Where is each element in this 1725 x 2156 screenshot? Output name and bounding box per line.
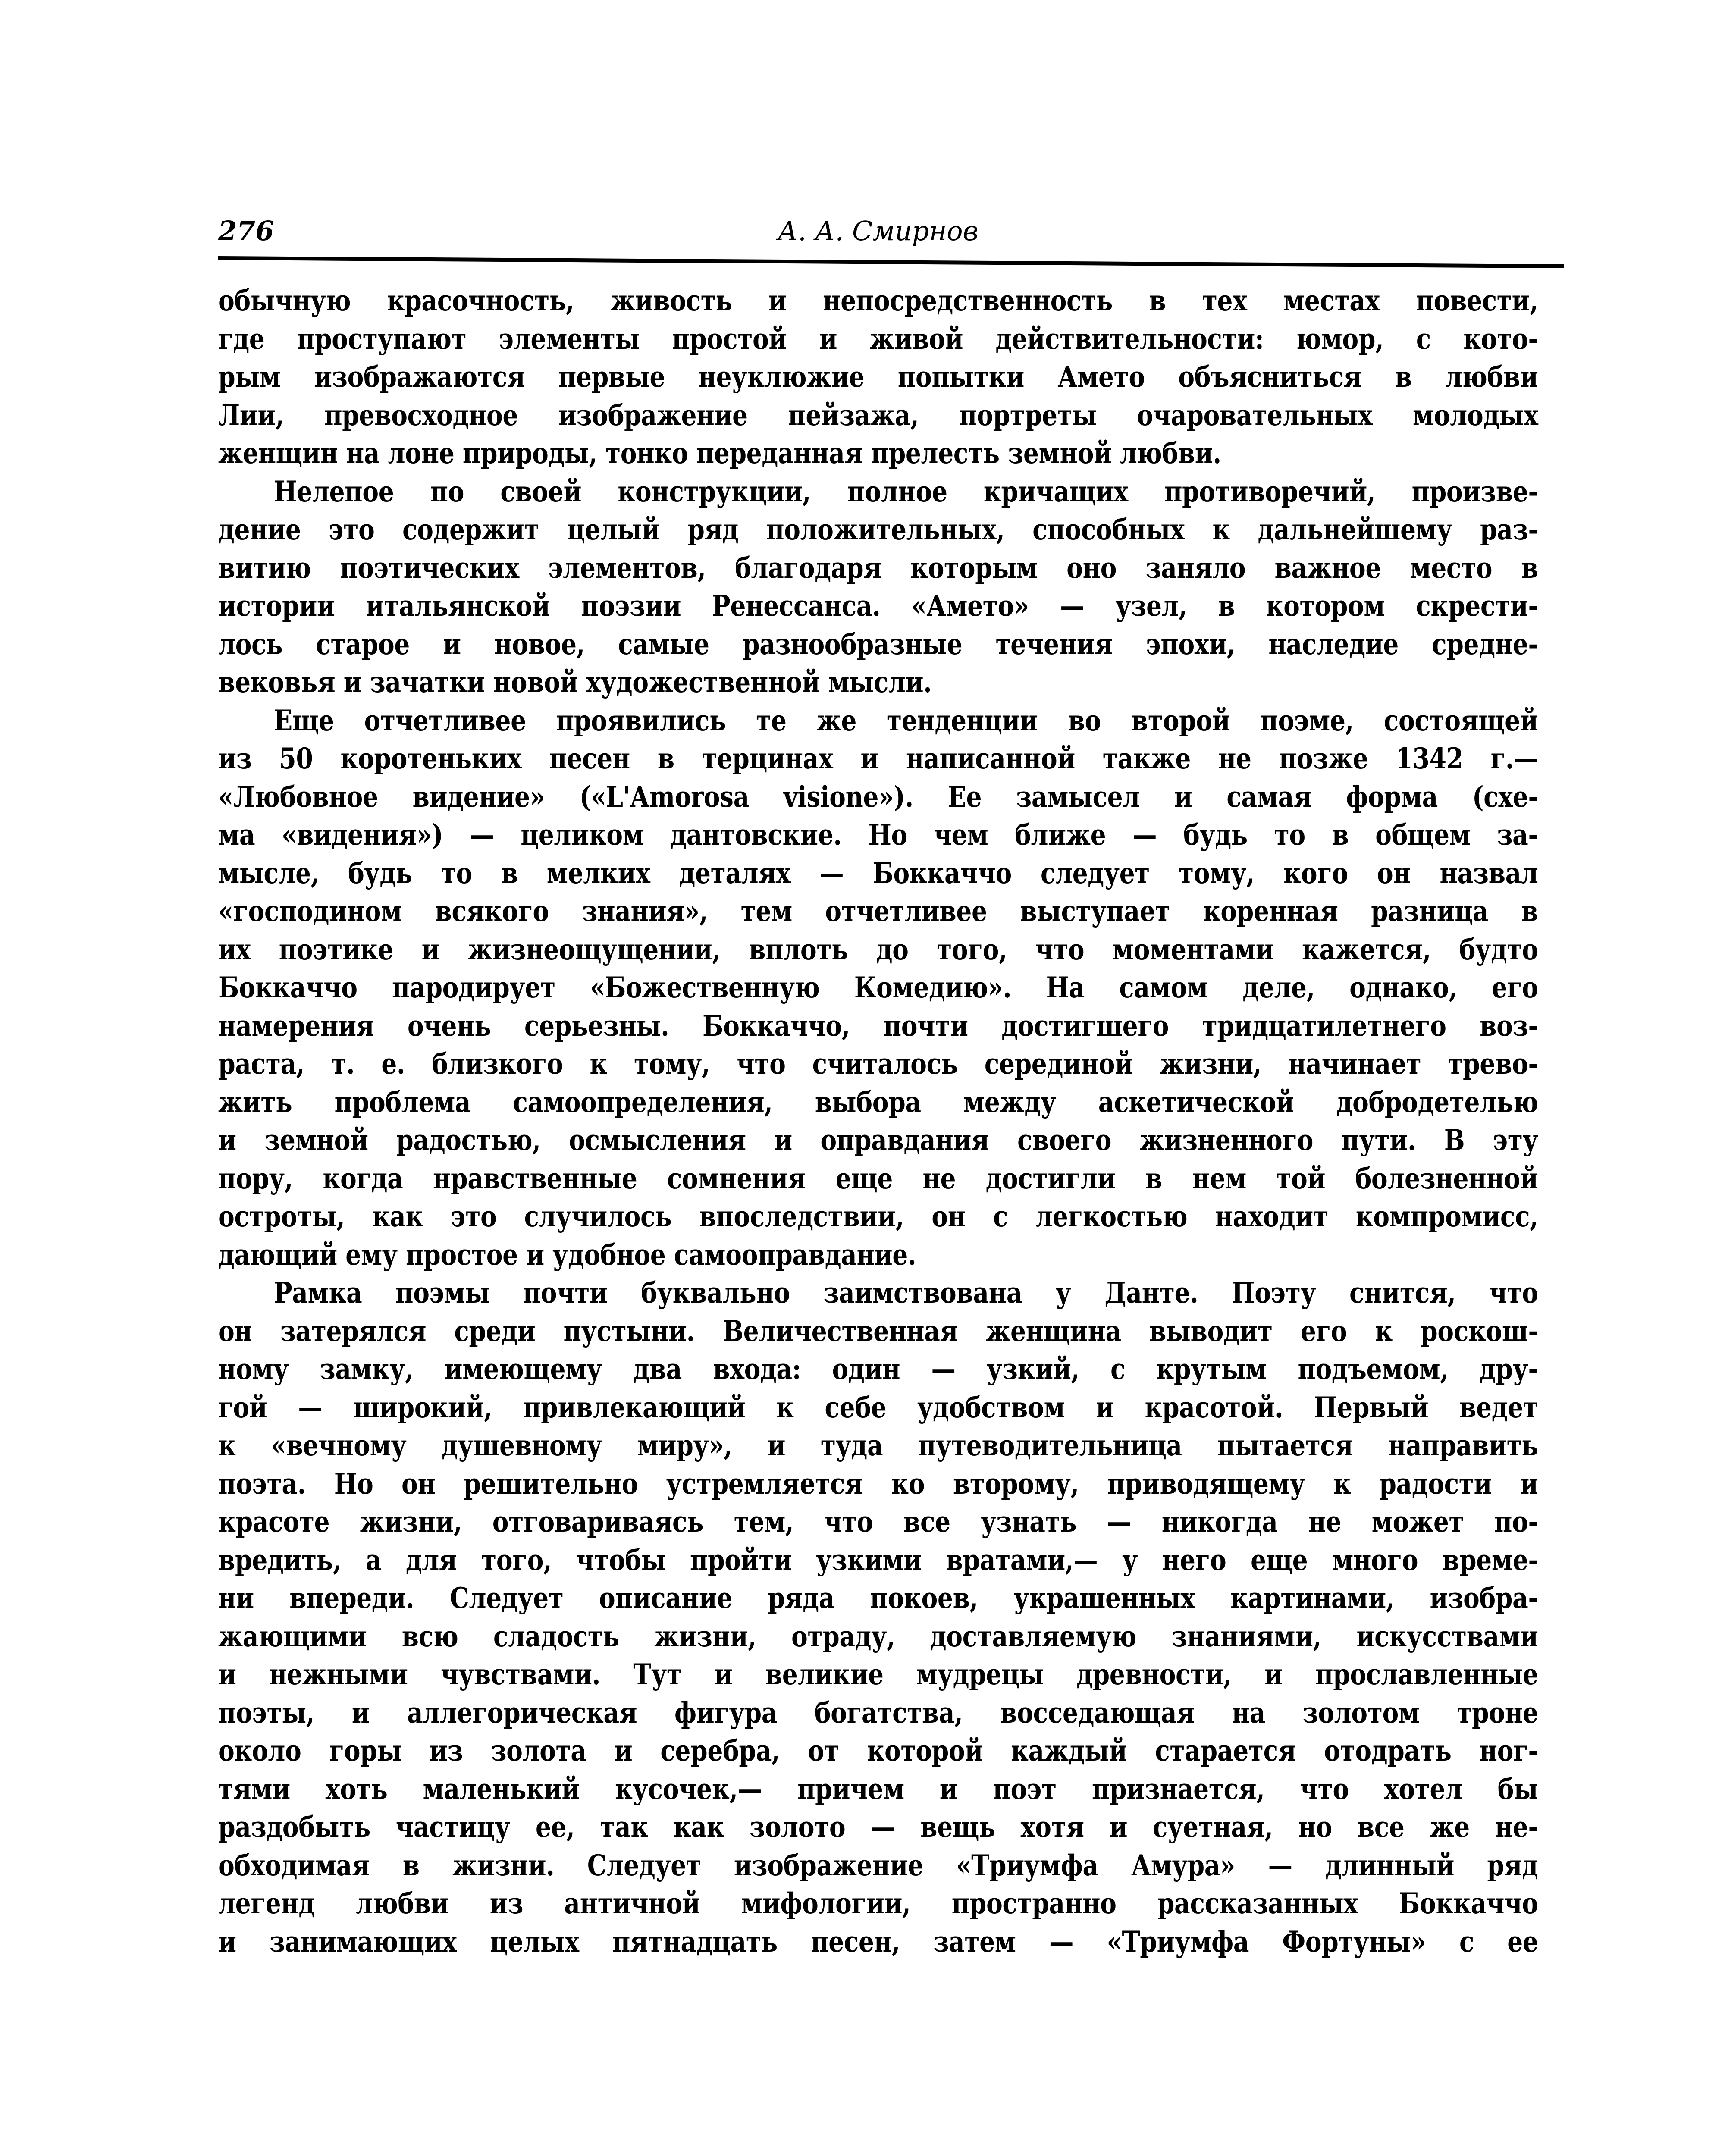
text-line: и занимающих целых пятнадцать песен, затем — «Триумфа Фортуны» с ее: [218, 1924, 1538, 1959]
text-line: поэты, и аллегорическая фигура богатства, восседающая на золотом троне: [218, 1695, 1538, 1730]
text-line: «Любовное видение» («L'Amorosa visione»). Ее замысел и самая форма (схе-: [218, 780, 1538, 814]
book-page: [218, 211, 1538, 1961]
text-line: Боккаччо пародирует «Божественную Комедию». На самом деле, однако, его: [218, 971, 1538, 1004]
header-rule: [218, 256, 1564, 268]
paragraph: [218, 1274, 1538, 1961]
running-head: [218, 211, 1538, 251]
text-line: Нелепое по своей конструкции, полное кричащих противоречий, произве-: [274, 474, 1538, 508]
text-line: женщин на лоне природы, тонко переданная прелесть земной любви.: [218, 436, 1221, 470]
text-line: Рамка поэмы почти буквально заимствована у Данте. Поэту снится, что: [274, 1276, 1538, 1310]
text-line: вредить, а для того, чтобы пройти узкими вратами,— у него еще много време-: [218, 1543, 1538, 1577]
text-line: пору, когда нравственные сомнения еще не достигли в нем той болезненной: [218, 1161, 1538, 1195]
text-line: раста, т. е. близкого к тому, что считалось серединой жизни, начинает трево-: [218, 1047, 1538, 1081]
text-line: и нежными чувствами. Тут и великие мудрецы древности, и прославленные: [218, 1658, 1538, 1691]
text-line: намерения очень серьезны. Боккаччо, почти достигшего тридцатилетнего воз-: [218, 1009, 1538, 1043]
text-line: обычную красочность, живость и непосредственность в тех местах повести,: [218, 284, 1538, 317]
text-line: дение это содержит целый ряд положительных, способных к дальнейшему раз-: [218, 513, 1538, 546]
paragraph: [218, 473, 1538, 702]
text-line: поэта. Но он решительно устремляется ко второму, приводящему к радости и: [218, 1467, 1538, 1501]
text-line: жающими всю сладость жизни, отраду, доставляемую знаниями, искусствами: [218, 1619, 1538, 1653]
text-line: тями хоть маленький кусочек,— причем и поэт признается, что хотел бы: [218, 1772, 1538, 1806]
text-line: он затерялся среди пустыни. Величественная женщина выводит его к роскош-: [218, 1314, 1538, 1348]
text-line: мысле, будь то в мелких деталях — Боккаччо следует тому, кого он назвал: [218, 856, 1538, 890]
text-line: жить проблема самоопределения, выбора между аскетической добродетелью: [218, 1085, 1538, 1119]
text-line: гой — широкий, привлекающий к себе удобством и красотой. Первый ведет: [218, 1390, 1538, 1424]
text-line: к «вечному душевному миру», и туда путеводительница пытается направить: [218, 1429, 1538, 1462]
text-line: Еще отчетливее проявились те же тенденции во второй поэме, состоящей: [274, 703, 1538, 737]
paragraph: [218, 282, 1538, 473]
text-line: витию поэтических элементов, благодаря которым оно заняло важное место в: [218, 551, 1538, 585]
text-line: где проступают элементы простой и живой действительности: юмор, с кото-: [218, 322, 1538, 356]
text-line: красоте жизни, отговариваясь тем, что все узнать — никогда не может по-: [218, 1505, 1538, 1539]
text-line: вековья и зачатки новой художественной мысли.: [218, 665, 932, 699]
text-line: ному замку, имеющему два входа: один — узкий, с крутым подъемом, дру-: [218, 1352, 1538, 1386]
running-head-author: А. А. Смирнов: [778, 215, 979, 247]
text-line: Лии, превосходное изображение пейзажа, портреты очаровательных молодых: [218, 398, 1538, 432]
text-line: лось старое и новое, самые разнообразные течения эпохи, наследие средне-: [218, 627, 1538, 661]
text-line: истории итальянской поэзии Ренессанса. «Амето» — узел, в котором скрести-: [218, 589, 1538, 623]
text-line: их поэтике и жизнеощущении, вплоть до того, что моментами кажется, будто: [218, 932, 1538, 966]
text-line: рым изображаются первые неуклюжие попытки Амето объясниться в любви: [218, 360, 1538, 394]
text-line: обходимая в жизни. Следует изображение «Триумфа Амура» — длинный ряд: [218, 1848, 1538, 1882]
text-line: около горы из золота и серебра, от которой каждый старается отодрать ног-: [218, 1734, 1538, 1767]
text-line: и земной радостью, осмысления и оправдания своего жизненного пути. В эту: [218, 1123, 1538, 1157]
body-text: [218, 282, 1538, 1961]
text-line: легенд любви из античной мифологии, пространно рассказанных Боккаччо: [218, 1887, 1538, 1920]
text-line: «господином всякого знания», тем отчетливее выступает коренная разница в: [218, 894, 1538, 928]
text-line: дающий ему простое и удобное самооправдание.: [218, 1238, 916, 1272]
text-line: раздобыть частицу ее, так как золото — вещь хотя и суетная, но все же не-: [218, 1810, 1538, 1844]
page-number: 276: [218, 215, 274, 247]
text-line: остроты, как это случилось впоследствии, он с легкостью находит компромисс,: [218, 1200, 1538, 1233]
text-line: ни впереди. Следует описание ряда покоев, украшенных картинами, изобра-: [218, 1581, 1538, 1615]
text-line: ма «видения») — целиком дантовские. Но чем ближе — будь то в общем за-: [218, 818, 1538, 852]
paragraph: [218, 702, 1538, 1274]
text-line: из 50 коротеньких песен в терцинах и написанной также не позже 1342 г.—: [218, 742, 1538, 775]
